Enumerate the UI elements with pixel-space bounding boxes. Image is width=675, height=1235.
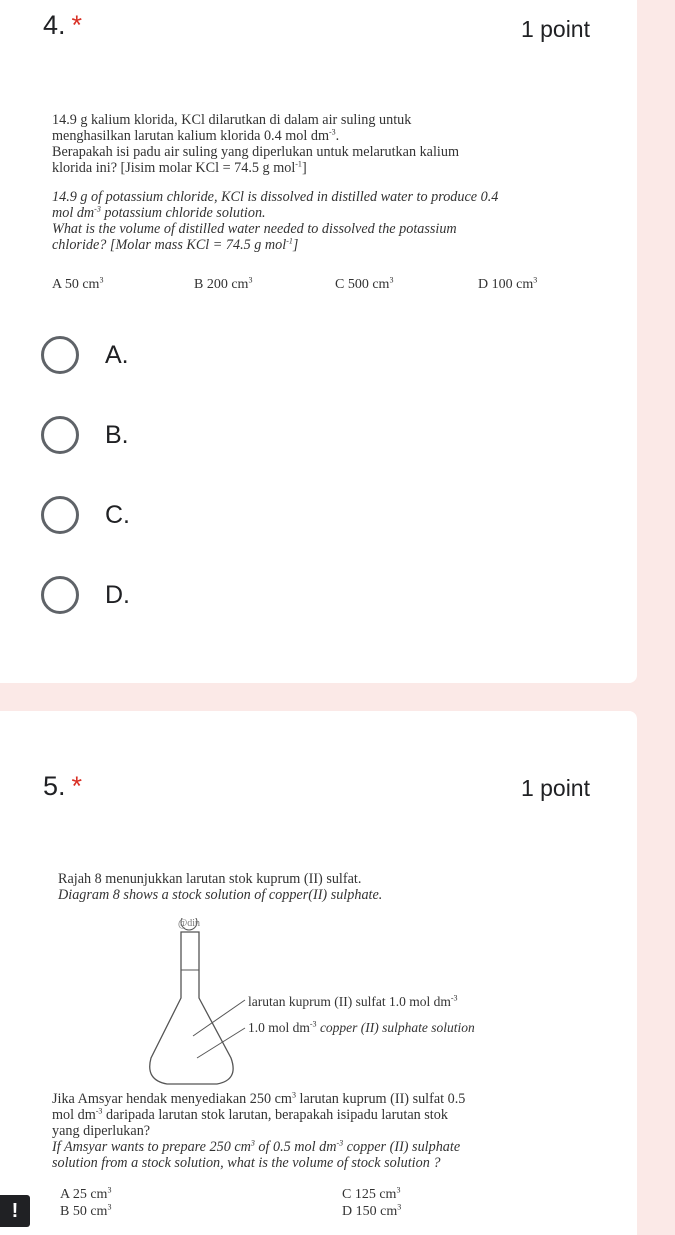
eng-line-2: mol $dm^{-3}$ potassium chloride solution. [52,204,266,221]
malay-line-4: klorida ini? [Jisim molar KCl = 74.5 g mol$^{-1}$] [52,159,307,176]
image-option-c: C 500 $cm^3$ [335,275,394,292]
intro-eng: Diagram 8 shows a stock solution of copper(II) sulphate. [58,887,383,903]
question-5-body [52,1091,465,1171]
radio-button[interactable] [41,336,79,374]
question-title [43,10,82,41]
malay-line-2: menghasilkan larutan kalium klorida 0.4 mol $dm^{-3}$. [52,127,340,144]
question-number: 5. [43,771,66,801]
radio-button[interactable] [41,496,79,534]
body-malay-1: Jika Amsyar hendak menyediakan 250 $cm^3$ larutan kuprum (II) sulfat 0.5 [52,1090,466,1107]
image-option-b: B 200 $cm^3$ [194,275,253,292]
choice-c[interactable] [41,495,130,535]
malay-line-1: 14.9 g kalium klorida, KCl dilarutkan di dalam air suling untuk [52,112,412,128]
image-option-b: B 50 $cm^3$ [60,1202,112,1219]
image-option-d: D 100 $cm^3$ [478,275,538,292]
choice-label: A. [105,340,129,369]
intro-malay: Rajah 8 menunjukkan larutan stok kuprum (II) sulfat. [58,871,362,887]
eng-line-4: chloride? [Molar mass KCl = 74.5 g mol$^{-1}$] [52,236,299,253]
body-eng-1: If Amsyar wants to prepare 250 $cm^3$ of 0.5 mol $dm^{-3}$ copper (II) sulphate [52,1138,461,1155]
watermark: @din [178,918,200,929]
image-option-d: D 150 $cm^3$ [342,1202,402,1219]
diagram-intro [58,871,382,903]
volumetric-flask-diagram [145,918,505,1088]
choice-label: B. [105,420,129,449]
malay-line-3: Berapakah isi padu air suling yang diperlukan untuk melarutkan kalium [52,144,459,160]
points-label: 1 point [520,16,590,42]
radio-button[interactable] [41,576,79,614]
required-asterisk: * [71,771,83,801]
question-image-text [52,112,498,253]
image-option-c: C 125 $cm^3$ [342,1185,401,1202]
question-title [43,771,82,802]
points-label: 1 point [520,775,590,801]
image-option-a: A 25 $cm^3$ [60,1185,112,1202]
choice-b[interactable] [41,415,129,455]
body-malay-3: yang diperlukan? [52,1123,151,1139]
eng-line-3: What is the volume of distilled water needed to dissolved the potassium [52,221,457,237]
choice-label: C. [105,500,130,529]
image-option-a: A 50 $cm^3$ [52,275,104,292]
radio-button[interactable] [41,416,79,454]
body-malay-2: mol $dm^{-3}$ daripada larutan stok larutan, berapakah isipadu larutan stok [52,1106,448,1123]
eng-line-1: 14.9 g of potassium chloride, KCl is dissolved in distilled water to produce 0.4 [52,189,499,205]
flask-label-eng: 1.0 mol $dm^{-3}$ copper (II) sulphate solution [248,1019,475,1035]
required-asterisk: * [71,10,83,40]
body-eng-2: solution from a stock solution, what is the volume of stock solution ? [52,1155,441,1171]
question-number: 4. [43,10,66,40]
choice-label: D. [105,580,130,609]
choice-a[interactable] [41,335,129,375]
flask-label-malay: larutan kuprum (II) sulfat 1.0 mol $dm^{-3}$ [248,993,458,1009]
warning-icon[interactable]: ! [0,1195,30,1227]
choice-d[interactable] [41,575,130,615]
